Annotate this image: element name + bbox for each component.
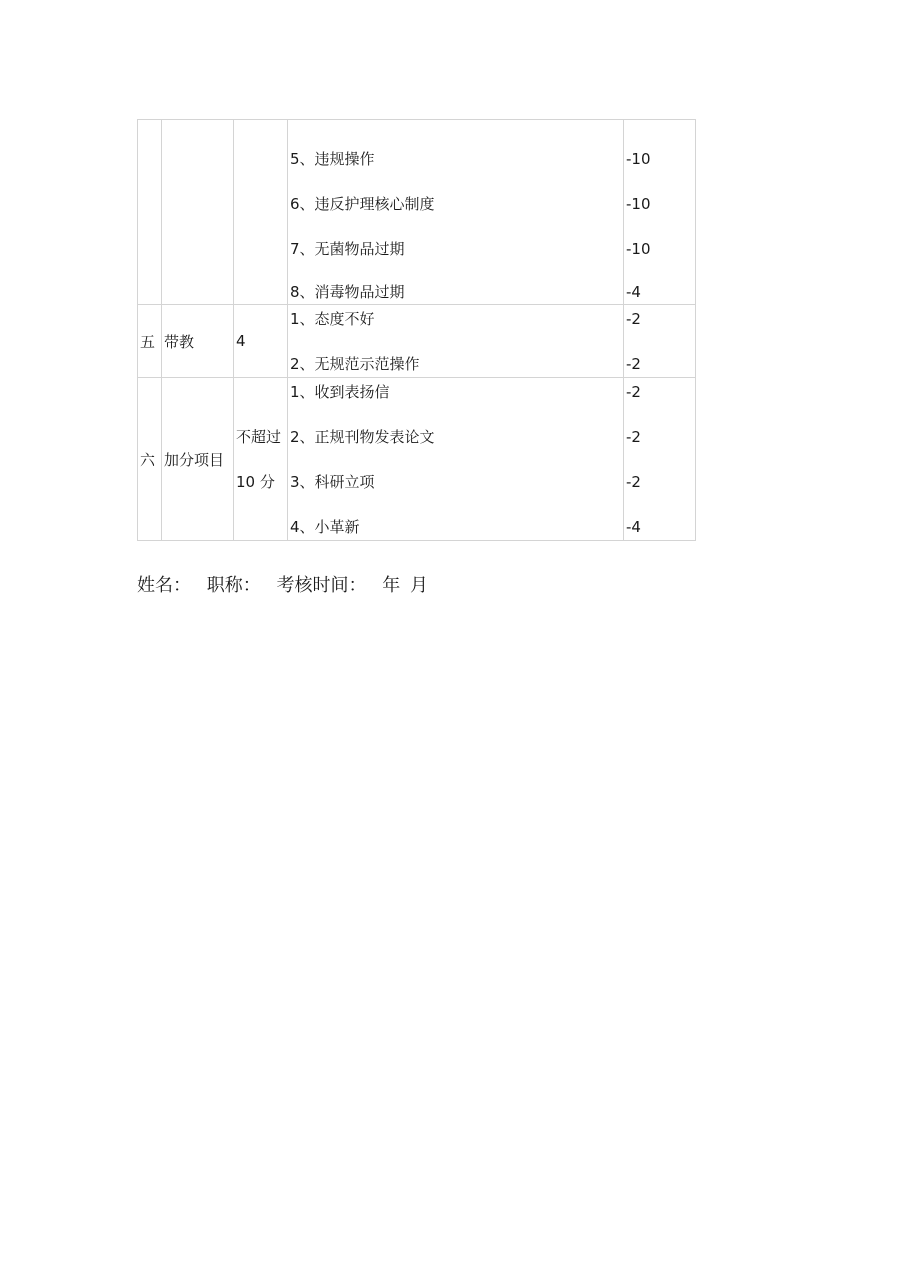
criteria-score: -10 bbox=[626, 149, 651, 168]
section-points-line: 10 分 bbox=[236, 472, 275, 491]
section-points-cell bbox=[234, 378, 288, 541]
criteria-score: -4 bbox=[626, 517, 641, 536]
section-points-cell bbox=[234, 120, 288, 305]
criteria-score: -2 bbox=[626, 382, 641, 401]
criteria-score: -2 bbox=[626, 472, 641, 491]
section-number: 五 bbox=[138, 305, 162, 378]
criteria-item: 2、无规范示范操作 bbox=[290, 354, 420, 373]
criteria-items-cell bbox=[288, 378, 624, 541]
title-label: 职称： bbox=[206, 575, 261, 596]
assessment-time-label: 考核时间： bbox=[276, 575, 367, 596]
criteria-scores-cell bbox=[624, 120, 696, 305]
criteria-item: 5、违规操作 bbox=[290, 149, 375, 168]
section-category: 加分项目 bbox=[162, 378, 234, 541]
section-points: 4 bbox=[234, 305, 288, 378]
criteria-item: 3、科研立项 bbox=[290, 472, 375, 491]
criteria-score: -2 bbox=[626, 309, 641, 328]
criteria-item: 1、态度不好 bbox=[290, 309, 375, 328]
signature-footer bbox=[137, 573, 438, 599]
criteria-score: -4 bbox=[626, 282, 641, 301]
criteria-item: 7、无菌物品过期 bbox=[290, 239, 405, 258]
year-label: 年 bbox=[382, 575, 401, 596]
assessment-table bbox=[137, 119, 696, 541]
criteria-item: 4、小革新 bbox=[290, 517, 360, 536]
table-row-continued bbox=[138, 120, 696, 305]
name-label: 姓名： bbox=[137, 575, 191, 596]
section-points-line: 不超过 bbox=[236, 427, 282, 446]
table-row-section-5 bbox=[138, 305, 696, 378]
section-category-cell bbox=[162, 120, 234, 305]
criteria-item: 8、消毒物品过期 bbox=[290, 282, 405, 301]
month-label: 月 bbox=[409, 575, 428, 596]
criteria-items-cell bbox=[288, 120, 624, 305]
criteria-scores-cell bbox=[624, 378, 696, 541]
section-category: 带教 bbox=[162, 305, 234, 378]
table-row-section-6 bbox=[138, 378, 696, 541]
criteria-score: -10 bbox=[626, 194, 651, 213]
criteria-score: -10 bbox=[626, 239, 651, 258]
section-number: 六 bbox=[138, 378, 162, 541]
criteria-item: 2、正规刊物发表论文 bbox=[290, 427, 435, 446]
criteria-score: -2 bbox=[626, 354, 641, 373]
criteria-item: 6、违反护理核心制度 bbox=[290, 194, 435, 213]
criteria-item: 1、收到表扬信 bbox=[290, 382, 390, 401]
section-number-cell bbox=[138, 120, 162, 305]
criteria-scores-cell bbox=[624, 305, 696, 378]
criteria-score: -2 bbox=[626, 427, 641, 446]
criteria-items-cell bbox=[288, 305, 624, 378]
